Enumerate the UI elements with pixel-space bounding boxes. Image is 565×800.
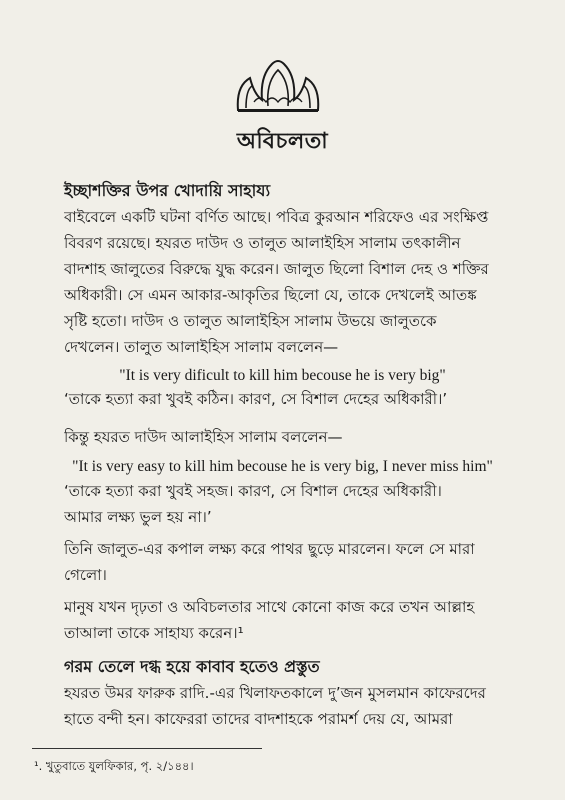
text-line: আমার লক্ষ্য ভুল হয় না।’ [64, 508, 212, 526]
text-line: তিনি জালুত-এর কপাল লক্ষ্য করে পাথর ছুড়ে মারলেন। ফলে সে মারা [64, 540, 475, 558]
text-line: তাআলা তাকে সাহায্য করেন।¹ [64, 624, 244, 642]
paragraph-conclusion [64, 594, 526, 646]
text-line: ‘তাকে হত্যা করা খুবই কঠিন। কারণ, সে বিশাল দেহের অধিকারী।’ [64, 390, 448, 408]
text-line: মানুষ যখন দৃঢ়তা ও অবিচলতার সাথে কোনো কাজ করে তখন আল্লাহ [64, 598, 475, 616]
text-line: কিন্তু হযরত দাউদ আলাইহিস সালাম বললেন— [64, 428, 343, 446]
calligraphy-ornament-icon [232, 56, 324, 116]
text-line: অধিকারী। সে এমন আকার-আকৃতির ছিলো যে, তাকে দেখলেই আতঙ্ক [64, 286, 477, 304]
english-quote-dawud: "It is very easy to kill him becouse he is very big, I never miss him" [72, 458, 493, 475]
text-line: গেলো। [64, 566, 107, 584]
text-line: হাতে বন্দী হন। কাফেররা তাদের বাদশাহকে পরামর্শ দেয় যে, আমরা [64, 710, 453, 728]
text-line: বিবরণ রয়েছে। হযরত দাউদ ও তালুত আলাইহিস সালাম তৎকালীন [64, 234, 461, 252]
bengali-quote-talut [64, 386, 526, 412]
text-line: সৃষ্টি হতো। দাউদ ও তালুত আলাইহিস সালাম উভয়ে জালুতকে [64, 312, 437, 330]
paragraph-stone [64, 536, 526, 588]
english-quote-talut: "It is very dificult to kill him becouse he is very big" [119, 367, 446, 384]
paragraph-umar-story [64, 680, 526, 732]
paragraph-dawud-intro [64, 424, 526, 450]
section-heading-divine-help: ইচ্ছাশক্তির উপর খোদায়ি সাহায্য [64, 181, 271, 200]
footnote: ¹. খুতুবাতে যুলফিকার, পৃ. ২/১৪৪। [34, 759, 194, 773]
text-line: বাদশাহ জালুতের বিরুদ্ধে যুদ্ধ করেন। জালুত ছিলো বিশাল দেহ ও শক্তির [64, 260, 489, 278]
paragraph-bible-story [64, 204, 526, 360]
chapter-title: অবিচলতা [236, 129, 329, 154]
section-heading-kabab: গরম তেলে দগ্ধ হয়ে কাবাব হতেও প্রস্তুত [64, 657, 320, 676]
text-line: হযরত উমর ফারুক রাদি.-এর খিলাফতকালে দু’জন মুসলমান কাফেরদের [64, 684, 486, 702]
footnote-divider [32, 748, 262, 749]
text-line: ‘তাকে হত্যা করা খুবই সহজ। কারণ, সে বিশাল দেহের অধিকারী। [64, 482, 442, 500]
bengali-quote-dawud [64, 478, 526, 530]
text-line: দেখলেন। তালুত আলাইহিস সালাম বললেন— [64, 338, 339, 356]
text-line: বাইবেলে একটি ঘটনা বর্ণিত আছে। পবিত্র কুরআন শরিফেও এর সংক্ষিপ্ত [64, 208, 489, 226]
